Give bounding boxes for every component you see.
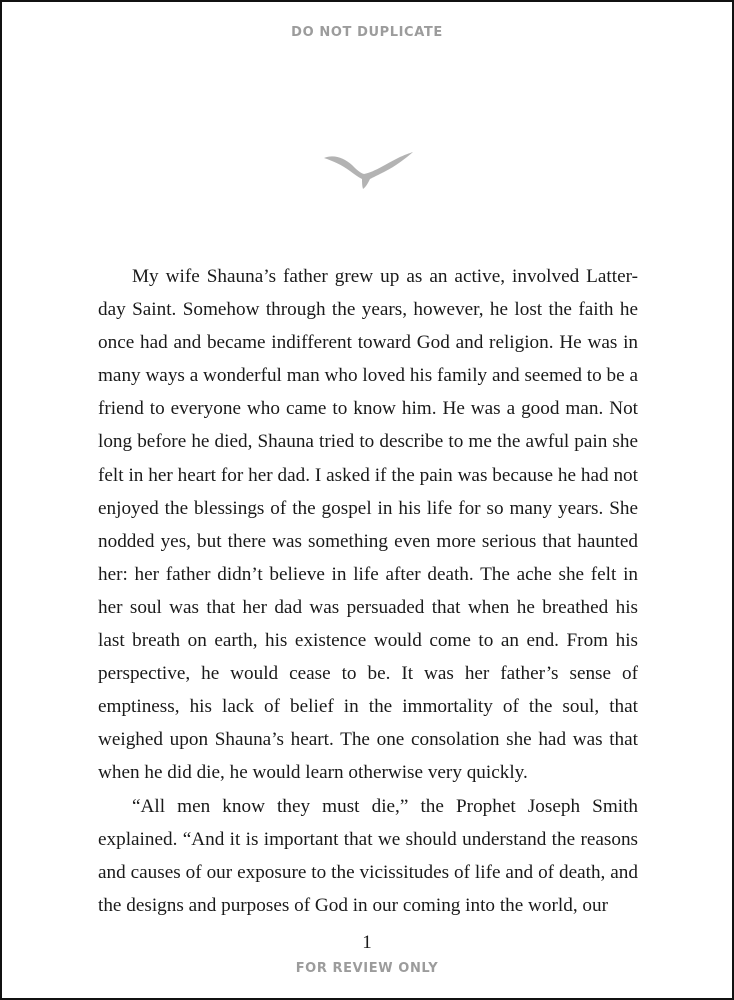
paragraph: “All men know they must die,” the Prophet Joseph Smith explained. “And it is important that we should understand the reasons and causes of our exposure to the vicissitudes of life and of death, and the designs and purposes of God in our coming into the world, our — [98, 795, 638, 916]
body-text — [98, 260, 638, 922]
page-number: 1 — [362, 932, 372, 953]
watermark-bottom: FOR REVIEW ONLY — [295, 961, 439, 976]
paragraph: My wife Shauna’s father grew up as an active, involved Latter-day Saint. Somehow through the years, however, he lost the faith he once had and became indifferent toward God and religion. He was in many ways a wonderful man who loved his family and seemed to be a friend to everyone who came to know him. He was a good man. Not long before he died, Shauna tried to describe to me the awful pain she felt in her heart for her dad. I asked if the pain was because he had not enjoyed the blessings of the gospel in his life for so many years. She nodded yes, but there was something even more serious that haunted her: her father didn’t believe in life after death. The ache she felt in her soul was that her dad was persuaded that when he breathed his last breath on earth, his existence would come to an end. From his perspective, he would cease to be. It was her father’s sense of emptiness, his lack of belief in the immortality of the soul, that weighed upon Shauna’s heart. The one consolation she had was that when he did die, he would learn otherwise very quickly. — [98, 266, 638, 784]
seagull-icon — [322, 146, 414, 190]
watermark-top: DO NOT DUPLICATE — [291, 25, 443, 40]
